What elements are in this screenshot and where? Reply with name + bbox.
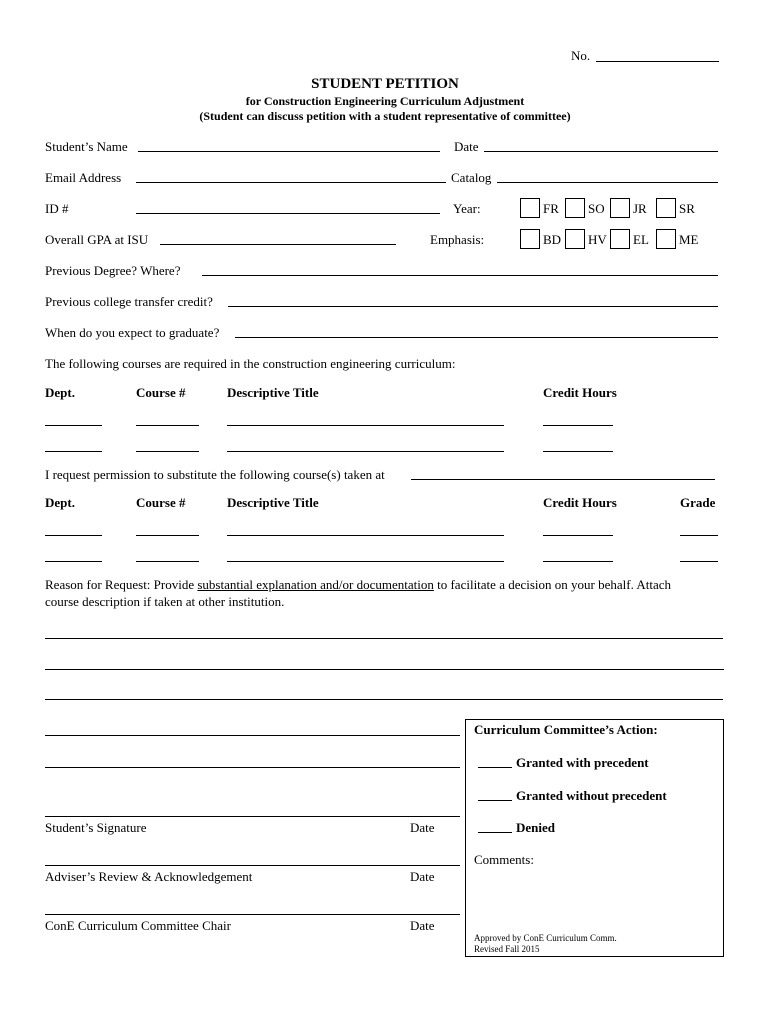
reason-instructions: Reason for Request: Provide substantial explanation and/or documentation to facilitate a decision on your behalf. Attach — [45, 577, 672, 592]
title-field[interactable] — [227, 425, 504, 426]
student-signature-date-label: Date — [410, 820, 435, 835]
revision-note: Revised Fall 2015 — [474, 944, 540, 954]
transfer-credit-field[interactable] — [228, 306, 718, 307]
chair-signature-date-label: Date — [410, 918, 435, 933]
denied-field[interactable] — [478, 832, 512, 833]
reason-line[interactable] — [45, 699, 723, 700]
approval-note: Approved by ConE Curriculum Comm. — [474, 933, 617, 943]
institution-field[interactable] — [411, 479, 715, 480]
date-field[interactable] — [484, 151, 718, 152]
granted-with-precedent-label: Granted with precedent — [516, 755, 649, 770]
dept-field[interactable] — [45, 561, 102, 562]
date-label: Date — [454, 139, 479, 154]
student-name-field[interactable] — [138, 151, 440, 152]
emphasis-option-hv: HV — [588, 232, 607, 247]
dept-field[interactable] — [45, 451, 102, 452]
denied-label: Denied — [516, 820, 555, 835]
transfer-credit-label: Previous college transfer credit? — [45, 294, 213, 309]
previous-degree-field[interactable] — [202, 275, 718, 276]
emphasis-checkbox-el[interactable] — [610, 229, 630, 249]
credit-hours-field[interactable] — [543, 535, 613, 536]
form-subtitle: for Construction Engineering Curriculum Adjustment — [245, 94, 525, 108]
adviser-signature-label: Adviser’s Review & Acknowledgement — [45, 869, 253, 884]
emphasis-checkbox-bd[interactable] — [520, 229, 540, 249]
title-field[interactable] — [227, 535, 504, 536]
previous-degree-label: Previous Degree? Where? — [45, 263, 181, 278]
required-header-credits: Credit Hours — [543, 385, 617, 400]
granted-without-precedent-label: Granted without precedent — [516, 788, 667, 803]
year-checkbox-sr[interactable] — [656, 198, 676, 218]
adviser-signature-field[interactable] — [45, 865, 460, 866]
adviser-signature-date-label: Date — [410, 869, 435, 884]
petition-number-field[interactable] — [596, 61, 719, 62]
required-header-course: Course # — [136, 385, 186, 400]
reason-line[interactable] — [45, 767, 460, 768]
student-signature-label: Student’s Signature — [45, 820, 147, 835]
student-name-label: Student’s Name — [45, 139, 128, 154]
catalog-label: Catalog — [451, 170, 492, 185]
substitute-header-credits: Credit Hours — [543, 495, 617, 510]
title-field[interactable] — [227, 451, 504, 452]
committee-action-title: Curriculum Committee’s Action: — [474, 722, 658, 737]
chair-signature-label: ConE Curriculum Committee Chair — [45, 918, 231, 933]
required-courses-intro: The following courses are required in the construction engineering curriculum: — [45, 356, 456, 371]
gpa-label: Overall GPA at ISU — [45, 232, 149, 247]
credit-hours-field[interactable] — [543, 561, 613, 562]
reason-instructions-line2: course description if taken at other institution. — [45, 594, 285, 609]
form-title: STUDENT PETITION — [311, 76, 459, 92]
substitute-header-course: Course # — [136, 495, 186, 510]
reason-line[interactable] — [45, 638, 723, 639]
year-option-so: SO — [588, 201, 605, 216]
id-field[interactable] — [136, 213, 440, 214]
emphasis-label: Emphasis: — [430, 232, 485, 247]
course-number-field[interactable] — [136, 535, 199, 536]
email-label: Email Address — [45, 170, 122, 185]
substitute-header-grade: Grade — [680, 495, 716, 510]
substitute-header-dept: Dept. — [45, 495, 75, 510]
reason-line[interactable] — [45, 669, 724, 670]
emphasis-checkbox-hv[interactable] — [565, 229, 585, 249]
reason-line[interactable] — [45, 735, 460, 736]
granted-without-precedent-field[interactable] — [478, 800, 512, 801]
course-number-field[interactable] — [136, 561, 199, 562]
title-field[interactable] — [227, 561, 504, 562]
substitute-intro: I request permission to substitute the following course(s) taken at — [45, 467, 385, 482]
chair-signature-field[interactable] — [45, 914, 460, 915]
emphasis-checkbox-me[interactable] — [656, 229, 676, 249]
emphasis-option-el: EL — [633, 232, 649, 247]
credit-hours-field[interactable] — [543, 451, 613, 452]
email-field[interactable] — [136, 182, 446, 183]
required-header-dept: Dept. — [45, 385, 75, 400]
catalog-field[interactable] — [497, 182, 718, 183]
comments-label: Comments: — [474, 852, 534, 867]
emphasis-option-me: ME — [679, 232, 699, 247]
graduation-label: When do you expect to graduate? — [45, 325, 220, 340]
year-option-sr: SR — [679, 201, 695, 216]
dept-field[interactable] — [45, 535, 102, 536]
year-option-jr: JR — [633, 201, 647, 216]
granted-with-precedent-field[interactable] — [478, 767, 512, 768]
grade-field[interactable] — [680, 535, 718, 536]
gpa-field[interactable] — [160, 244, 396, 245]
petition-number-label: No. — [571, 48, 591, 63]
emphasis-option-bd: BD — [543, 232, 562, 247]
dept-field[interactable] — [45, 425, 102, 426]
credit-hours-field[interactable] — [543, 425, 613, 426]
year-checkbox-so[interactable] — [565, 198, 585, 218]
year-label: Year: — [453, 201, 481, 216]
course-number-field[interactable] — [136, 451, 199, 452]
substitute-header-title: Descriptive Title — [227, 495, 319, 510]
id-label: ID # — [45, 201, 69, 216]
year-checkbox-jr[interactable] — [610, 198, 630, 218]
graduation-field[interactable] — [235, 337, 718, 338]
course-number-field[interactable] — [136, 425, 199, 426]
required-header-title: Descriptive Title — [227, 385, 319, 400]
student-signature-field[interactable] — [45, 816, 460, 817]
year-checkbox-fr[interactable] — [520, 198, 540, 218]
grade-field[interactable] — [680, 561, 718, 562]
form-note: (Student can discuss petition with a student representative of committee) — [199, 109, 571, 123]
year-option-fr: FR — [543, 201, 559, 216]
